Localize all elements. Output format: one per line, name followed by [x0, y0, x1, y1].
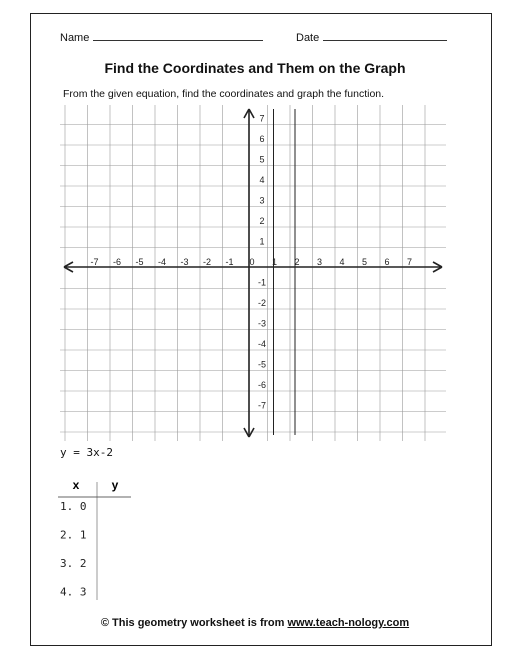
y-tick-label: -2 — [257, 298, 267, 308]
x-tick-label: 6 — [384, 257, 390, 267]
y-tick-label: -4 — [257, 339, 267, 349]
equation-text: y = 3x-2 — [60, 446, 113, 459]
table-header-x: x — [72, 478, 80, 492]
table-row-x-value: 3. 2 — [60, 557, 87, 570]
y-tick-label: -3 — [257, 318, 267, 329]
name-field[interactable] — [60, 31, 263, 44]
x-tick-label: 1 — [271, 257, 278, 267]
x-tick-label: 5 — [361, 257, 368, 267]
y-tick-label: -6 — [257, 380, 267, 390]
footer-url-link[interactable]: www.teach-nology.com — [287, 617, 410, 629]
date-label: Date — [296, 32, 320, 44]
y-tick-label: -7 — [257, 400, 267, 411]
y-tick-label: 2 — [259, 216, 265, 226]
y-tick-label: 6 — [259, 134, 265, 144]
name-line — [93, 31, 263, 41]
footer-prefix: © This geometry worksheet is from — [100, 617, 288, 629]
y-tick-label: -1 — [257, 277, 267, 288]
y-tick-label: 4 — [259, 175, 265, 185]
x-tick-label: 3 — [316, 257, 323, 267]
x-tick-label: 0 — [249, 257, 255, 267]
xy-table — [58, 478, 148, 603]
x-tick-label: 2 — [294, 257, 300, 267]
table-row-x-value: 2. 1 — [60, 528, 87, 542]
y-tick-label: 3 — [259, 195, 265, 206]
instructions-text: From the given equation, find the coordinates and graph the function. — [63, 88, 385, 100]
x-tick-label: -3 — [180, 257, 189, 267]
y-tick-label: 7 — [259, 113, 265, 124]
x-tick-label: -7 — [90, 257, 99, 267]
y-tick-label: 1 — [259, 236, 265, 247]
y-tick-label: 5 — [259, 154, 265, 165]
date-field[interactable] — [296, 31, 447, 44]
x-tick-label: -4 — [157, 257, 167, 267]
x-tick-label: -2 — [202, 257, 212, 267]
coordinate-graph — [60, 105, 446, 441]
worksheet-title: Find the Coordinates and Them on the Graph — [104, 60, 406, 76]
grid-lines — [60, 105, 446, 441]
x-tick-label: -5 — [135, 257, 144, 267]
table-rows — [60, 500, 87, 599]
name-label: Name — [60, 32, 90, 44]
date-line — [323, 31, 447, 41]
axes — [64, 109, 442, 437]
table-row-x-value: 1. 0 — [60, 500, 87, 513]
x-tick-label: 7 — [406, 257, 413, 267]
table-header-y: y — [111, 478, 119, 492]
x-tick-label: 4 — [339, 257, 345, 267]
table-row-x-value: 4. 3 — [60, 585, 87, 599]
tick-labels — [90, 114, 412, 411]
y-tick-label: -5 — [257, 359, 267, 370]
x-tick-label: -1 — [225, 257, 234, 267]
x-tick-label: -6 — [112, 257, 122, 267]
footer-credit — [0, 617, 510, 629]
